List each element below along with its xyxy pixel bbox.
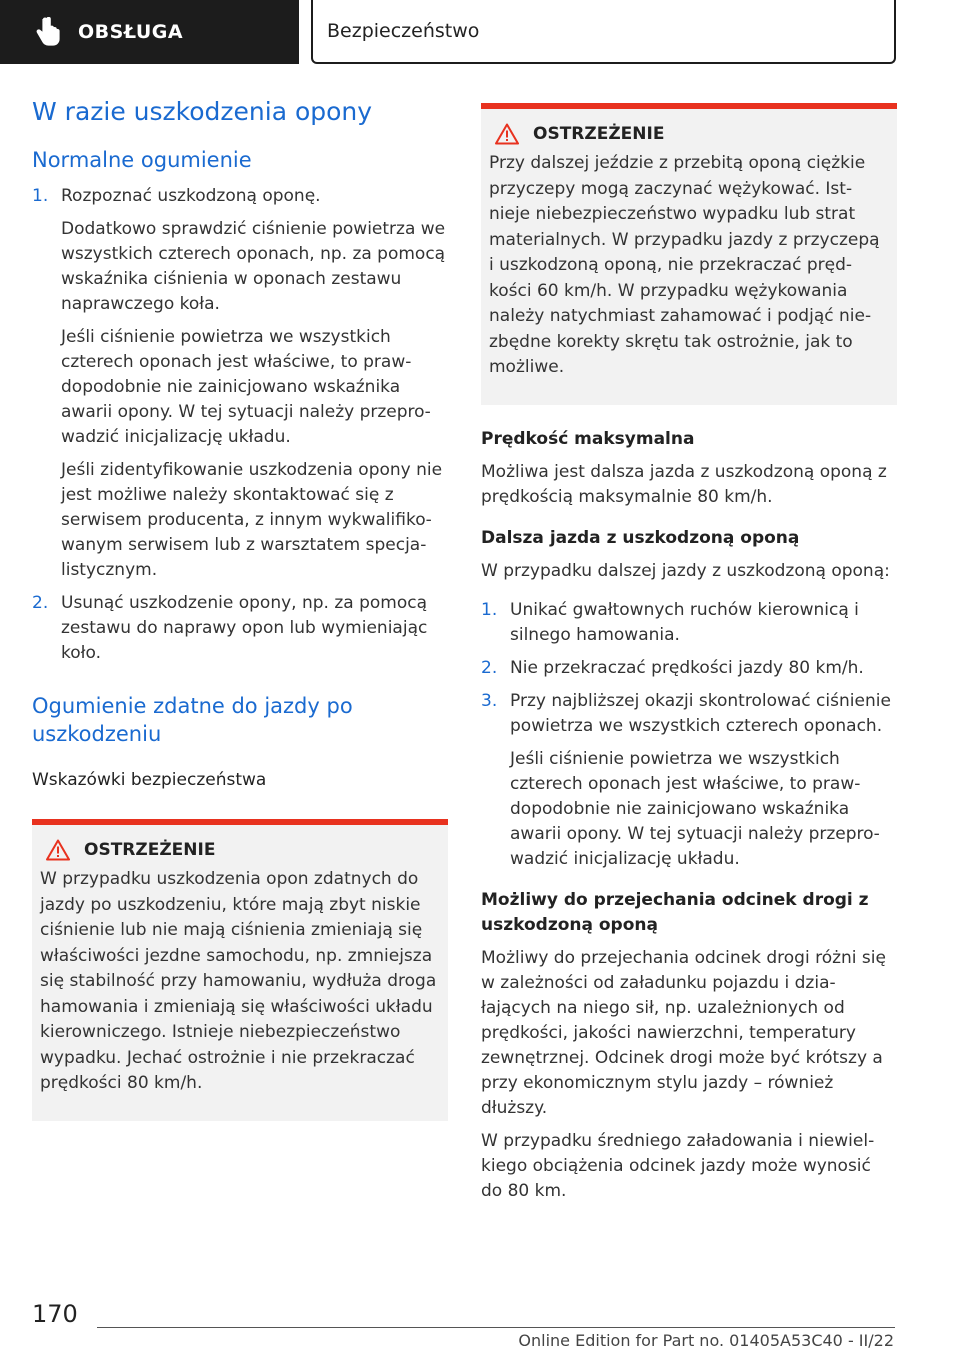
step-number: 2. xyxy=(481,657,498,678)
edition-info: Online Edition for Part no. 01405A53C40 - II/22 xyxy=(518,1331,894,1350)
normal-tires-heading: Normalne ogumienie xyxy=(32,148,252,172)
runflat-heading: Ogumienie zdatne do jazdy po uszkodzeniu xyxy=(32,694,353,746)
list-item xyxy=(481,598,897,648)
warning-text: Przy dalszej jeździe z przebitą oponą ciężkie przyczepy mogą zaczynać wężykować. Istnieje niebezpieczeństwo wypadku lub strat materialnych. W przypadku jazdy z przyczepą i uszkodzoną oponą, nie przekraczać prędkości 60 km/h. W przypadku wężykowania należy natychmiast zahamować i podjąć niezbędne korekty skrętu tak ostrożnie, jak to możliwe. xyxy=(489,153,880,377)
list-item xyxy=(481,689,897,872)
hand-pointer-icon xyxy=(34,17,62,47)
continue-driving-intro: W przypadku dalszej jazdy z uszkodzoną oponą: xyxy=(481,560,890,581)
warning-box xyxy=(32,819,448,1121)
max-speed-heading: Prędkość maksymalna xyxy=(481,428,695,449)
footer-divider xyxy=(97,1327,895,1328)
list-item xyxy=(481,656,897,681)
page-title: W razie uszkodzenia opony xyxy=(32,97,373,126)
normal-tires-steps xyxy=(32,184,448,666)
distance-heading: Możliwy do przejechania odcinek drogi z uszkodzoną oponą xyxy=(481,889,869,935)
step-text: Rozpoznać uszkodzoną oponę. xyxy=(61,186,321,206)
continue-driving-steps xyxy=(481,598,897,872)
step-paragraph: Jeśli ciśnienie powietrza we wszystkich czterech oponach jest właściwe, to prawdopodobnie nie zainicjowano wskaźnika awarii opony. W tej sytuacji należy przeprowadzić inicjalizację układu. xyxy=(510,748,880,869)
continue-driving-heading: Dalsza jazda z uszkodzoną oponą xyxy=(481,527,800,548)
step-text: Unikać gwałtownych ruchów kierownicą i silnego hamowania. xyxy=(510,599,859,645)
chapter-label: Bezpieczeństwo xyxy=(327,20,480,42)
page-header xyxy=(0,0,960,66)
warning-title: OSTRZEŻENIE xyxy=(533,124,665,144)
step-text: Usunąć uszkodzenie opony, np. za pomocą zestawu do naprawy opon lub wymieniając koło. xyxy=(61,593,428,663)
step-paragraph: Dodatkowo sprawdzić ciśnienie powietrza we wszystkich czterech oponach, np. za pomocą wskaźnika ciśnienia w oponach zestawu naprawczego koła. xyxy=(61,219,446,314)
warning-header xyxy=(40,839,438,861)
distance-text: Możliwy do przejechania odcinek drogi różni się w zależności od załadunku pojazdu i działających na niego sił, np. uzależnionych od prędkości, jakości nawierzchni, temperatury zewnętrznej. Odcinek drogi może być krótszy a przy ekonomicznym stylu jazdy – również dłuższy. xyxy=(481,947,886,1118)
section-tab xyxy=(0,0,299,64)
warning-text: W przypadku uszkodzenia opon zdatnych do jazdy po uszkodzeniu, które mają zbyt niskie ciśnienie lub nie mają ciśnienia zmieniają się właściwości jezdne samochodu, np. zmniejsza się stabilność przy hamowaniu, wydłuża droga hamowania i zmieniają się właściwości układu kierowniczego. Istnieje niebezpieczeństwo wypadku. Jechać ostrożnie i nie przekraczać prędkości 80 km/h. xyxy=(40,869,437,1093)
warning-title: OSTRZEŻENIE xyxy=(84,840,216,860)
list-item xyxy=(32,184,448,583)
section-label: OBSŁUGA xyxy=(78,21,184,43)
step-number: 1. xyxy=(32,186,49,206)
warning-box xyxy=(481,103,897,405)
step-number: 1. xyxy=(481,599,498,620)
distance-text: W przypadku średniego załadowania i niewielkiego obciążenia odcinek jazdy może wynosić do 80 km. xyxy=(481,1130,875,1201)
step-number: 2. xyxy=(32,593,49,613)
list-item xyxy=(32,591,448,666)
step-paragraph: Jeśli ciśnienie powietrza we wszystkich czterech oponach jest właściwe, to prawdopodobnie nie zainicjowano wskaźnika awarii opony. W tej sytuacji należy przeprowadzić inicjalizację układu. xyxy=(61,327,431,447)
page-number: 170 xyxy=(32,1300,78,1328)
step-text: Przy najbliższej okazji skontrolować ciśnienie powietrza we wszystkich czterech oponach. xyxy=(510,690,891,736)
chapter-tab xyxy=(311,0,896,64)
step-text: Nie przekraczać prędkości jazdy 80 km/h. xyxy=(510,657,864,678)
warning-header xyxy=(489,123,887,145)
right-column xyxy=(481,103,897,1212)
warning-triangle-icon xyxy=(495,123,519,145)
step-number: 3. xyxy=(481,690,498,711)
safety-notes-heading: Wskazówki bezpieczeństwa xyxy=(32,770,267,790)
step-paragraph: Jeśli zidentyfikowanie uszkodzenia opony nie jest możliwe należy skontaktować się z serwisem producenta, z innym wykwalifikowanym serwisem lub z warsztatem specjalistycznym. xyxy=(61,460,443,580)
warning-triangle-icon xyxy=(46,839,70,861)
max-speed-text: Możliwa jest dalsza jazda z uszkodzoną oponą z prędkością maksymalnie 80 km/h. xyxy=(481,461,887,507)
left-column xyxy=(32,96,448,1121)
